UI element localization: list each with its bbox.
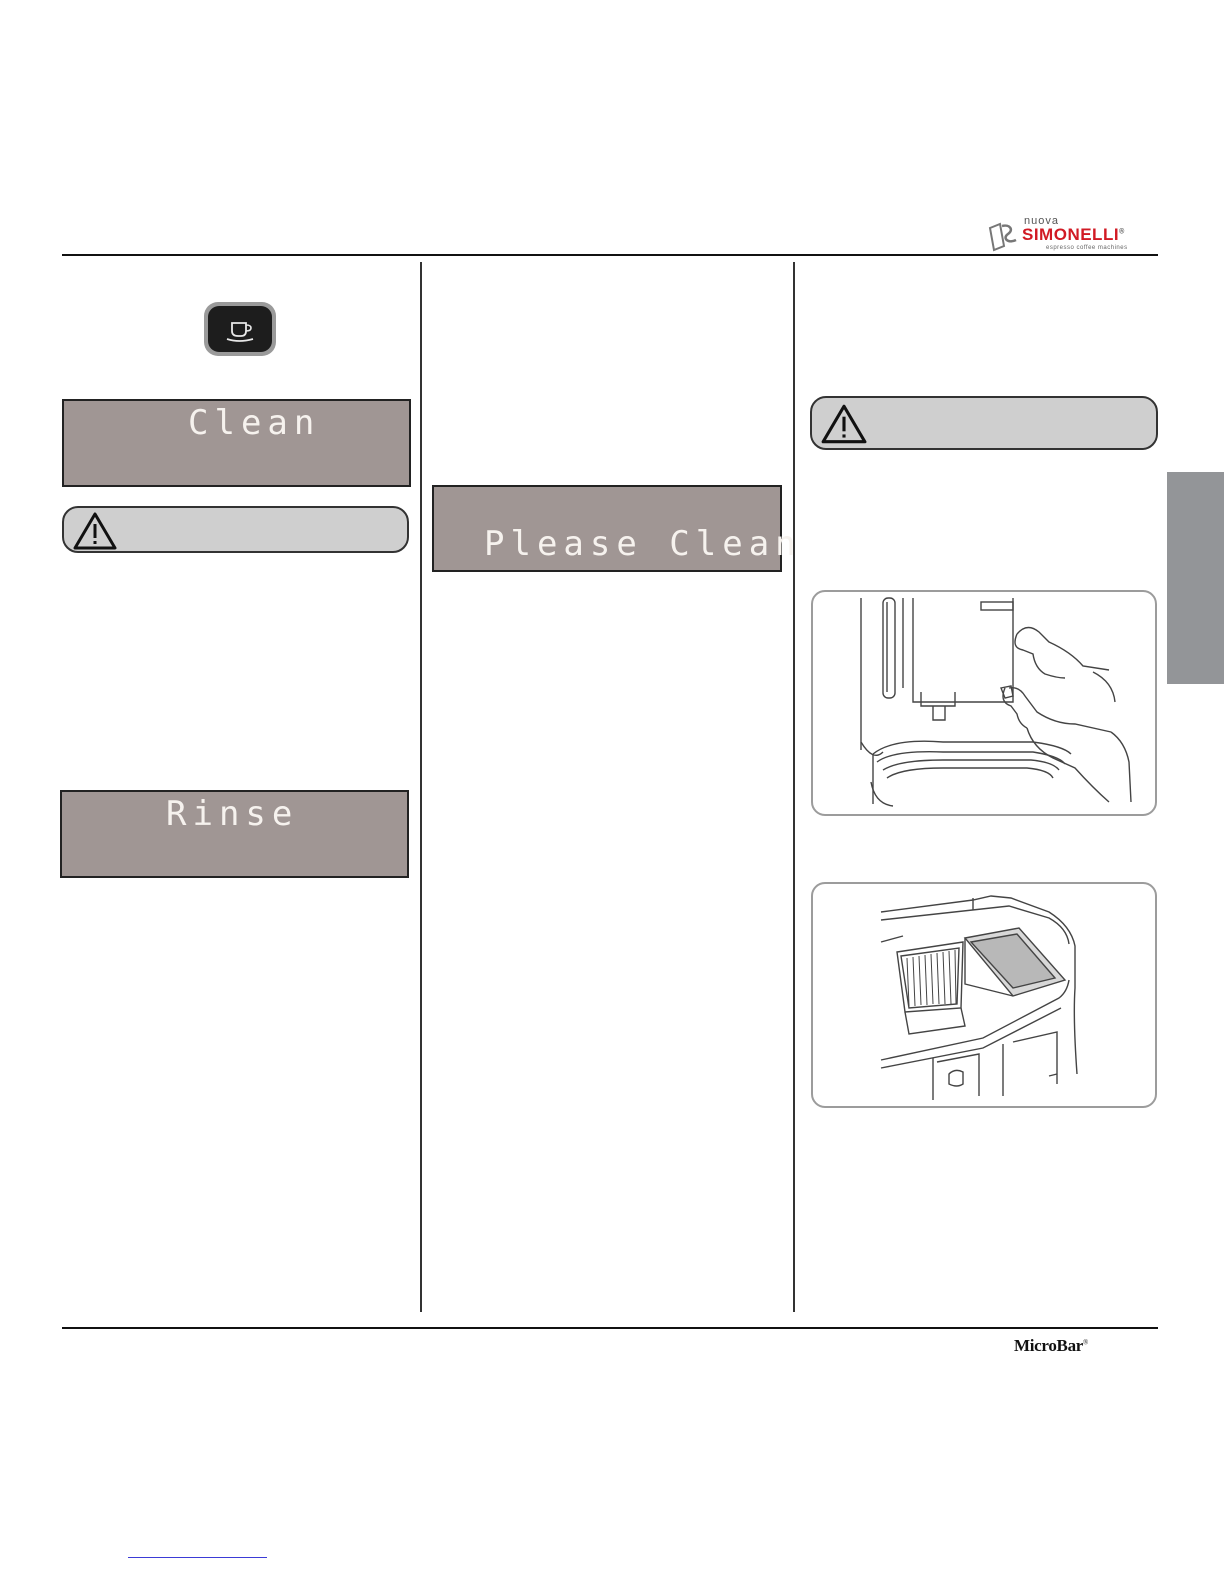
warning-triangle-icon	[72, 511, 118, 551]
bottom-link-underline	[128, 1557, 267, 1558]
display-rinse-text: Rinse	[166, 794, 299, 834]
microbar-logo: MicroBar®	[1014, 1336, 1089, 1355]
logo-brand-text: SIMONELLI®	[1022, 225, 1125, 244]
logo-tagline: espresso coffee machines	[1046, 245, 1128, 251]
section-side-tab	[1167, 472, 1224, 684]
warning-banner-1	[62, 506, 409, 553]
display-please-clean	[432, 485, 802, 572]
display-clean-text: Clean	[188, 403, 321, 443]
illustration-tray-container	[811, 882, 1157, 1108]
display-please-clean-text: Please Clean	[484, 524, 802, 564]
column-divider-left	[420, 262, 422, 1312]
coffee-cup-icon	[208, 306, 272, 352]
machine-illustration-1	[813, 592, 1155, 814]
display-rinse	[60, 790, 409, 878]
warning-triangle-icon	[820, 403, 868, 445]
illustration-machine-hands	[811, 590, 1157, 816]
column-divider-right	[793, 262, 795, 1312]
machine-illustration-2	[813, 884, 1155, 1106]
display-clean	[62, 399, 411, 487]
header-rule	[62, 254, 1158, 256]
logo-nuova-text: nuova	[1024, 215, 1059, 227]
footer-rule	[62, 1327, 1158, 1329]
nuova-simonelli-logo	[986, 214, 1158, 254]
logo-mark-icon	[986, 220, 1020, 252]
coffee-button[interactable]	[204, 302, 276, 356]
warning-banner-2	[810, 396, 1158, 450]
